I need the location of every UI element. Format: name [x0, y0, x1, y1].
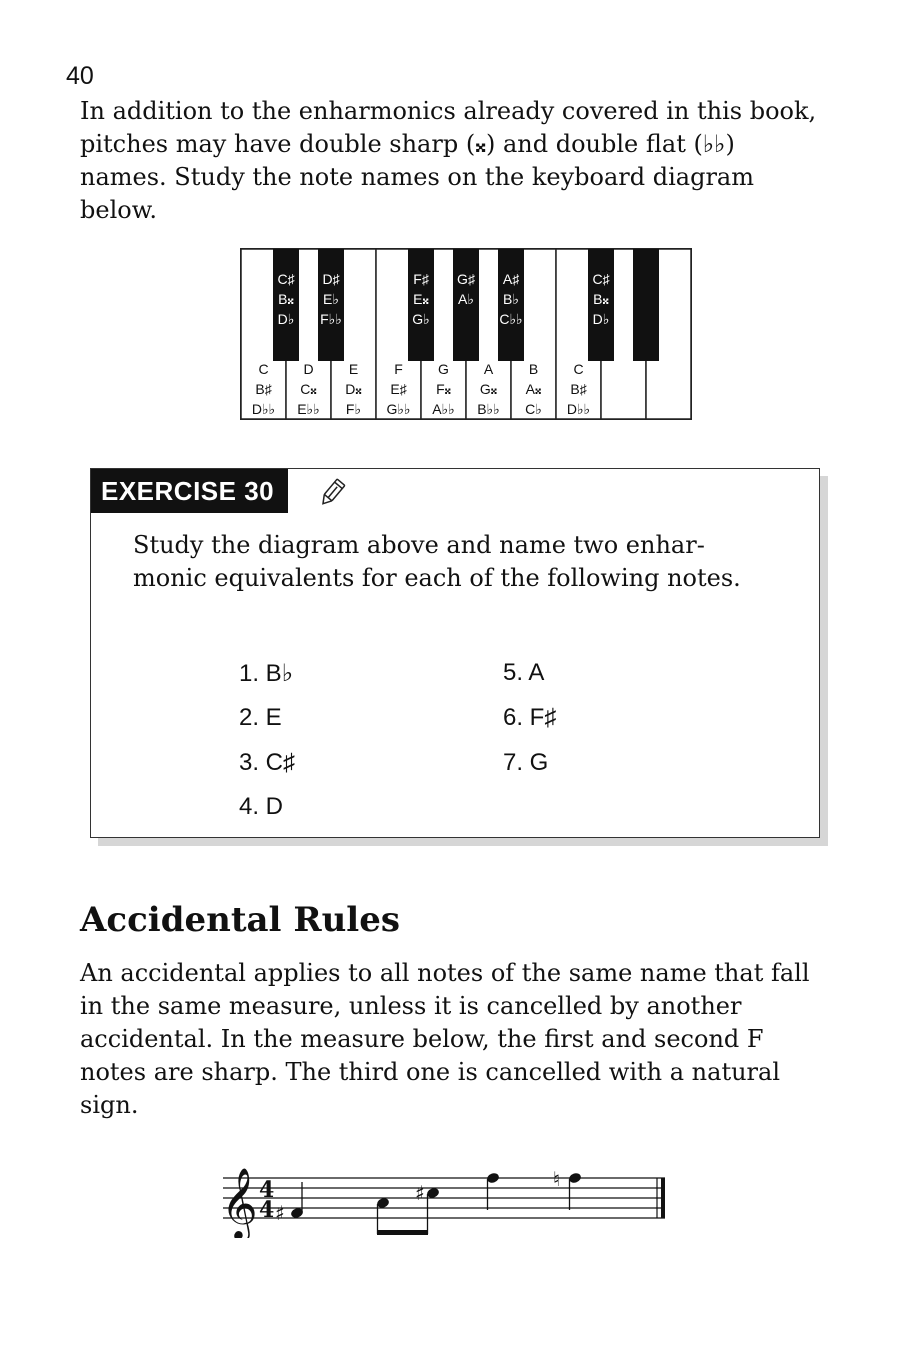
- white-key-label: A𝄪: [525, 381, 542, 397]
- white-key-label: D♭♭: [251, 401, 276, 417]
- white-key-label: E: [348, 361, 359, 377]
- exercise-instructions: Study the diagram above and name two enhar-monic equivalents for each of the following notes.: [133, 531, 741, 592]
- white-key-label: G𝄪: [479, 381, 498, 397]
- black-keys: [273, 249, 659, 361]
- white-key-label: E♯: [390, 381, 407, 397]
- treble-clef-icon: 𝄞: [221, 1166, 258, 1238]
- white-key-label: E♭♭: [297, 401, 320, 417]
- black-key-label: D♭: [277, 311, 295, 327]
- black-key-label: B𝄪: [593, 291, 609, 307]
- black-key-label: B𝄪: [278, 291, 294, 307]
- black-key-label: F♭♭: [320, 311, 342, 327]
- exercise-item-1: 1. B♭: [239, 660, 294, 687]
- exercise-tag: EXERCISE 30: [91, 469, 288, 513]
- black-key-label: F♯: [413, 271, 429, 287]
- exercise-box: [90, 468, 820, 838]
- time-signature-top: 4: [259, 1177, 275, 1203]
- exercise-item-4: 4. D: [239, 793, 284, 820]
- exercise-item-3: 3. C♯: [239, 749, 296, 776]
- black-key-label: C♯: [592, 271, 610, 287]
- black-key-label: C♭♭: [499, 311, 523, 327]
- white-key-label: C: [258, 361, 269, 377]
- time-signature-bottom: 4: [259, 1197, 275, 1223]
- black-key-label: G♭: [412, 311, 430, 327]
- white-key-label: B: [528, 361, 539, 377]
- exercise-item-6: 6. F♯: [503, 704, 557, 731]
- white-key-label: G: [438, 361, 449, 377]
- white-key-label: B♯: [570, 381, 587, 397]
- black-key-label: E♭: [323, 291, 339, 307]
- white-key-label: C♭: [525, 401, 542, 417]
- white-key-label: F𝄪: [436, 381, 451, 397]
- page-number: 40: [66, 62, 94, 90]
- white-key-label: D𝄪: [345, 381, 362, 397]
- rules-paragraph: An accidental applies to all notes of the same name that fall in the same measure, unless it is cancelled by another accidental. In the measure below, the first and second F notes are sharp. The third one is cancelled with a natural sign.: [80, 959, 810, 1119]
- white-key-label: G♭♭: [386, 401, 411, 417]
- black-key-label: G♯: [457, 271, 475, 287]
- black-key-label: A♯: [502, 271, 520, 287]
- white-key-label: D: [303, 361, 314, 377]
- black-key-label: B♭: [503, 291, 519, 307]
- white-key-label: B♭♭: [477, 401, 500, 417]
- section-heading: Accidental Rules: [80, 900, 400, 940]
- white-key-label: A♭♭: [432, 401, 455, 417]
- keyboard-diagram: [240, 248, 692, 422]
- pencil-icon: [317, 477, 347, 509]
- black-key-label: D♭: [592, 311, 610, 327]
- black-key-label: A♭: [458, 291, 474, 307]
- sharp-accidental: ♯: [275, 1201, 285, 1225]
- intro-paragraph: In addition to the enharmonics already covered in this book, pitches may have double sharp (𝄪) and double flat (♭♭) names. Study the note names on the keyboard diagram below.: [80, 97, 817, 224]
- white-key-label: C𝄪: [300, 381, 317, 397]
- sharp-accidental-2: ♯: [415, 1181, 425, 1205]
- white-key-label: B♯: [255, 381, 272, 397]
- white-key-label: F♭: [345, 401, 362, 417]
- black-key-label: D♯: [322, 271, 340, 287]
- natural-accidental: ♮: [553, 1167, 561, 1191]
- white-key-label: F: [394, 361, 403, 377]
- exercise-item-7: 7. G: [503, 749, 549, 776]
- white-key-label: A: [483, 361, 494, 377]
- exercise-item-2: 2. E: [239, 704, 282, 731]
- black-key: [633, 249, 659, 361]
- white-key-label: D♭♭: [566, 401, 591, 417]
- black-key-label: E𝄪: [413, 291, 429, 307]
- music-staff: [215, 1158, 675, 1238]
- white-key-label: C: [573, 361, 584, 377]
- exercise-item-5: 5. A: [503, 659, 545, 686]
- black-key-label: C♯: [277, 271, 295, 287]
